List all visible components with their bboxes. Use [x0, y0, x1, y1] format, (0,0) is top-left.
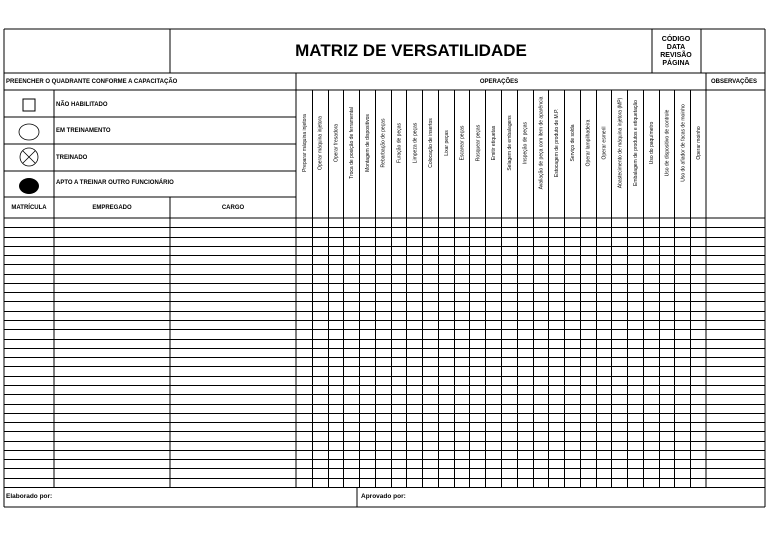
operation-label: Emitir etiquetas	[491, 125, 498, 161]
operations-header: OPERAÇÕES	[479, 79, 519, 85]
legend	[19, 99, 174, 194]
page-title: MATRIZ DE VERSATILIDADE	[295, 41, 527, 60]
operation-label: Rebarbação de peças	[380, 118, 387, 168]
can-train-others-filled-circle-icon	[19, 178, 39, 194]
doc-date-label: DATA	[666, 44, 686, 51]
operation-label: Abastecimento de máquina injetora (MP)	[617, 97, 624, 189]
operation-label: Limpeza de peças	[412, 122, 419, 164]
operation-label: Uso de dispositivo de controle	[664, 109, 671, 177]
legend-label-can-train-others: APTO A TREINAR OUTRO FUNCIONÁRIO	[56, 180, 174, 186]
operation-label: Escarear peças	[459, 125, 466, 161]
column-header-cargo: CARGO	[221, 205, 245, 211]
document-info-block	[660, 34, 692, 67]
operation-label: Operar lampilhadeira	[585, 119, 592, 167]
operation-labels	[302, 96, 702, 189]
column-header-matricula: MATRÍCULA	[11, 205, 47, 211]
operation-label: Troca de posição de ferramental	[349, 107, 356, 179]
operation-label: Operar esmeril	[601, 126, 608, 160]
operation-label: Embalagem de produtos e etiquetação	[633, 100, 639, 186]
operation-label: Montagem de dispositivos	[365, 114, 371, 172]
not-qualified-square-icon	[23, 99, 35, 111]
approved-by-label[interactable]: Aprovado por:	[361, 493, 406, 500]
operation-label: Selagem de embalagens	[506, 115, 513, 171]
operation-label: Preparar máquina injetora	[301, 114, 308, 172]
operation-label: Operar máquina injetora	[317, 116, 324, 170]
in-training-circle-icon	[19, 124, 39, 140]
operation-label: Lixar peças	[443, 130, 450, 156]
operation-label: Serviço de solda	[570, 124, 576, 162]
prepared-by-label[interactable]: Elaborado por:	[6, 493, 53, 500]
doc-page-label: PÁGINA	[662, 60, 690, 67]
legend-label-trained: TREINADO	[56, 155, 88, 161]
doc-code-label: CÓDIGO	[661, 36, 691, 43]
operation-label: Inspeção de peças	[522, 122, 529, 164]
legend-label-in-training: EM TREINAMENTO	[56, 128, 111, 134]
observations-header: OBSERVAÇÕES	[710, 79, 758, 85]
operation-label: Colocação de insertos	[428, 118, 434, 168]
trained-crossed-circle-icon	[20, 148, 38, 166]
column-header-empregado: EMPREGADO	[92, 205, 132, 211]
legend-label-not-qualified: NÃO HABILITADO	[56, 102, 108, 108]
operation-label: Rosquear peças	[475, 124, 482, 162]
operation-label: Uso do afiador de facas de moinho	[680, 104, 687, 182]
doc-revision-label: REVISÃO	[660, 52, 692, 59]
operation-label: Avaliação de peça com item de aparência	[538, 96, 545, 190]
operation-label: Furação de peças	[396, 122, 403, 164]
operation-label: Estocagem de produto de M.P.	[554, 108, 561, 178]
operation-label: Uso do paquímetro	[648, 121, 655, 165]
operation-label: Operar fresadora	[333, 123, 340, 163]
operation-label: Operar moinho	[696, 126, 703, 160]
instruction-text: PREENCHER O QUADRANTE CONFORME A CAPACITAÇÃO	[6, 79, 178, 85]
